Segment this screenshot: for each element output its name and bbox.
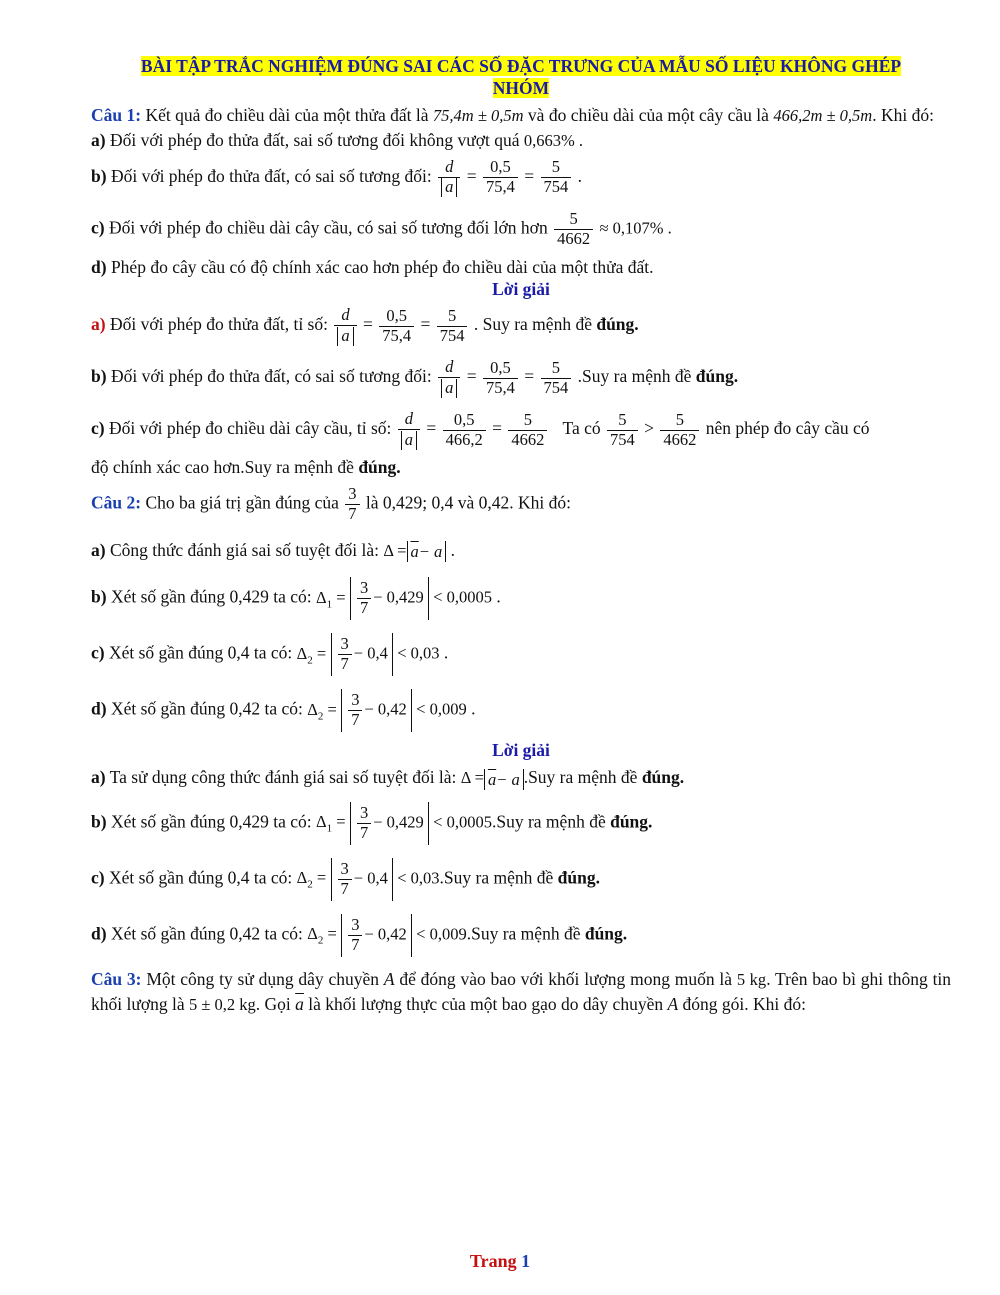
q1-measure-1: 75,4m ± 0,5m [432,105,524,125]
q1-a-text: Đối với phép đo thửa đất, sai số tương đối không vượt quá [109,130,520,151]
q2-sd-suy: .Suy ra mệnh đề [466,923,581,944]
q2-a-text: Công thức đánh giá sai số tuyệt đối là: [109,539,379,560]
q1-b-label: b) [91,165,107,186]
q1-solution-c-cont [91,456,951,478]
q1-a-value: 0,663% . [523,131,584,151]
q2-solution-heading: Lời giải [492,739,550,760]
q2-solution-a: a) Ta sử dụng công thức đánh giá sai số tuyệt đối là: $\Delta = \overline{a}- a$ .Suy ra mệnh đề đúng. [91,767,685,789]
q2-option-d: d) Xét số gần đúng 0,42 ta có: $\Delta_2$ = $\frac{3}{7}$ − 0,42 < 0,009 . [91,683,951,739]
fraction: $\frac{d}{a}$ [334,306,356,346]
q2-sd-label: d) [91,923,107,944]
footer-word: Trang [469,1251,517,1271]
q3-text-1: Một công ty sử dụng dây chuyền [146,969,380,990]
q1-c-approx: ≈ 0,107% . [599,218,672,238]
q1-c-label: c) [91,217,105,238]
q1-option-b: b) Đối với phép đo thửa đất, có sai số tương đối: $\frac{d}{a}$ = $\frac{0,5}{75,4}$ = $\frac{5}{754}$ . [91,156,583,197]
q1-sb-true: đúng. [695,366,739,387]
fraction: $\frac{5}{4662}$ [660,411,699,450]
title-line-1: BÀI TẬP TRẮC NGHIỆM ĐÚNG SAI CÁC SỐ ĐẶC TRƯNG CỦA MẪU SỐ LIỆU KHÔNG GHÉP [140,56,902,76]
q2-a-label: a) [91,539,106,560]
q3-text-4: . Gọi [255,994,291,1015]
q3-target-mass: 5 kg [736,970,767,990]
q1-sb-label: b) [91,366,107,387]
q1-solution-b: b) Đối với phép đo thửa đất, có sai số tương đối: $\frac{d}{a}$ = $\frac{0,5}{75,4}$ = $\frac{5}{754}$ .Suy ra mệnh đề đúng. [91,357,739,398]
q1-sc-text: Đối với phép đo chiều dài cây cầu, tỉ số: [108,418,392,439]
q3-mass-range: 5 ± 0,2 kg [188,995,256,1015]
q1-sc-true: đúng. [358,457,401,478]
q2-label: Câu 2: [91,492,142,513]
q3-line-a-2: A [667,994,679,1015]
q3-a-bar: $\overline{a}$ [295,994,304,1015]
q2-sb-suy: .Suy ra mệnh đề [491,811,606,832]
q3-line-a: A [383,969,395,990]
q2-c-label: c) [91,642,105,663]
q3-text-2: để đóng vào bao với khối lượng mong muốn là [399,969,733,990]
q1-sa-text: Đối với phép đo thửa đất, tỉ số: [109,314,328,335]
q1-solution-c: c) Đối với phép đo chiều dài cây cầu, tỉ số: $\frac{d}{a}$ = $\frac{0,5}{466,2}$ = $\frac{5}{4662}$ Ta có $\frac{5}{754}$ > $\frac{5}{4662}$ nên phép đo cây cầu có [91,409,870,450]
q2-intro-text-2: là 0,429; 0,4 và 0,42. Khi đó: [365,492,572,513]
q1-solution-a: a) Đối với phép đo thửa đất, tỉ số: $\frac{d}{a}$ = $\frac{0,5}{75,4}$ = $\frac{5}{754}$ . Suy ra mệnh đề đúng. [91,305,639,346]
q2-sb-text: Xét số gần đúng 0,429 ta có: [110,811,312,832]
q2-sa-suy: .Suy ra mệnh đề [523,767,638,788]
q1-sc-label: c) [91,418,105,439]
q3-text-3: . Trên bao bì ghi thông tin khối lượng là [91,969,952,1015]
q2-b-label: b) [91,586,107,607]
q1-sa-label: a) [91,314,106,335]
q2-solution-c: c) Xét số gần đúng 0,4 ta có: $\Delta_2$ = $\frac{3}{7}$ − 0,4 < 0,03.Suy ra mệnh đề đúng. [91,851,951,907]
q1-intro [91,104,951,126]
q1-solution-heading: Lời giải [492,278,550,299]
page-footer [0,1250,1000,1273]
fraction: $\frac{3}{7}$ [345,485,359,524]
q2-option-a: a) Công thức đánh giá sai số tuyệt đối là: $\Delta = \overline{a}- a$ . [91,539,456,562]
q2-d-label: d) [91,698,107,719]
fraction: $\frac{d}{a}$ [398,410,420,450]
q2-sd-text: Xét số gần đúng 0,42 ta có: [110,923,303,944]
q2-option-b: b) Xét số gần đúng 0,429 ta có: $\Delta_1$ = $\frac{3}{7}$ − 0,429 < 0,0005 . [91,571,951,627]
fraction: $\frac{d}{a}$ [438,358,460,398]
q1-sa-end: . Suy ra mệnh đề [473,314,592,335]
q3-intro [91,967,951,1018]
q1-sa-true: đúng. [596,314,639,335]
q1-intro-text-2: và đo chiều dài của một cây cầu là [527,104,769,125]
q2-sa-true: đúng. [641,767,685,788]
q2-sb-label: b) [91,811,107,832]
title-line-2: NHÓM [492,77,550,98]
q1-option-c [91,204,951,256]
q3-text-5: là khối lượng thực của một bao gạo do dây chuyền [308,994,664,1015]
q1-sc-mid: Ta có [562,418,601,439]
q2-intro-text: Cho ba giá trị gần đúng của [145,492,339,513]
q1-d-text: Phép đo cây cầu có độ chính xác cao hơn phép đo chiều dài của một thửa đất. [110,256,654,277]
q2-intro [91,479,951,531]
q1-intro-text: Kết quả đo chiều dài của một thửa đất là [145,104,429,125]
q2-sc-true: đúng. [557,867,600,888]
q3-text-6: đóng gói. Khi đó: [682,994,807,1015]
document-content [91,56,951,1018]
q2-sa-label: a) [91,767,106,788]
q2-option-c: c) Xét số gần đúng 0,4 ta có: $\Delta_2$ = $\frac{3}{7}$ − 0,4 < 0,03 . [91,627,951,683]
fraction: $\frac{0,5}{75,4}$ [379,307,414,346]
delta-equals: Δ = [460,768,484,788]
q1-option-d [91,256,951,278]
fraction: $\frac{5}{754}$ [437,307,468,346]
q1-d-label: d) [91,256,107,277]
fraction: $\frac{5}{4662}$ [554,210,593,249]
q1-label: Câu 1: [91,104,142,125]
q2-sc-suy: .Suy ra mệnh đề [439,867,554,888]
q2-c-text: Xét số gần đúng 0,4 ta có: [108,642,293,663]
q2-solution-b: b) Xét số gần đúng 0,429 ta có: $\Delta_1$ = $\frac{3}{7}$ − 0,429 < 0,0005.Suy ra mệnh đề đúng. [91,795,951,851]
q1-a-label: a) [91,130,106,151]
fraction: $\frac{5}{4662}$ [508,411,547,450]
q1-sb-text: Đối với phép đo thửa đất, có sai số tương đối: [110,366,432,387]
q2-sd-true: đúng. [584,923,628,944]
fraction: $\frac{0,5}{75,4}$ [483,359,518,398]
delta-equals: Δ = [383,540,407,560]
fraction: $\frac{5}{754}$ [541,359,572,398]
q1-option-a [91,129,951,151]
fraction: $\frac{5}{754}$ [607,411,638,450]
q2-d-text: Xét số gần đúng 0,42 ta có: [110,698,303,719]
q1-intro-text-3: . Khi đó: [872,104,934,125]
q1-measure-2: 466,2m ± 0,5m [773,105,873,125]
fraction: $\frac{0,5}{75,4}$ [483,158,518,197]
q3-label: Câu 3: [91,969,142,990]
page-number: 1 [521,1251,531,1271]
q2-solution-d: d) Xét số gần đúng 0,42 ta có: $\Delta_2$ = $\frac{3}{7}$ − 0,42 < 0,009.Suy ra mệnh đề đúng. [91,907,951,963]
q2-sc-text: Xét số gần đúng 0,4 ta có: [108,867,293,888]
q1-c-text: Đối với phép đo chiều dài cây cầu, có sai số tương đối lớn hơn [108,217,548,238]
fraction: $\frac{0,5}{466,2}$ [443,411,486,450]
q1-sb-end: .Suy ra mệnh đề [577,366,692,387]
fraction: $\frac{5}{754}$ [541,158,572,197]
q2-b-text: Xét số gần đúng 0,429 ta có: [110,586,312,607]
q2-sa-text: Ta sử dụng công thức đánh giá sai số tuyệt đối là: [109,767,457,788]
q1-sc-line2: độ chính xác cao hơn.Suy ra mệnh đề [91,457,354,478]
q2-sb-true: đúng. [610,811,653,832]
fraction: $\frac{d}{a}$ [438,158,460,198]
page-title [91,56,951,100]
q1-b-text: Đối với phép đo thửa đất, có sai số tương đối: [110,165,432,186]
q1-sc-end: nên phép đo cây cầu có [705,418,870,439]
q2-sc-label: c) [91,867,105,888]
